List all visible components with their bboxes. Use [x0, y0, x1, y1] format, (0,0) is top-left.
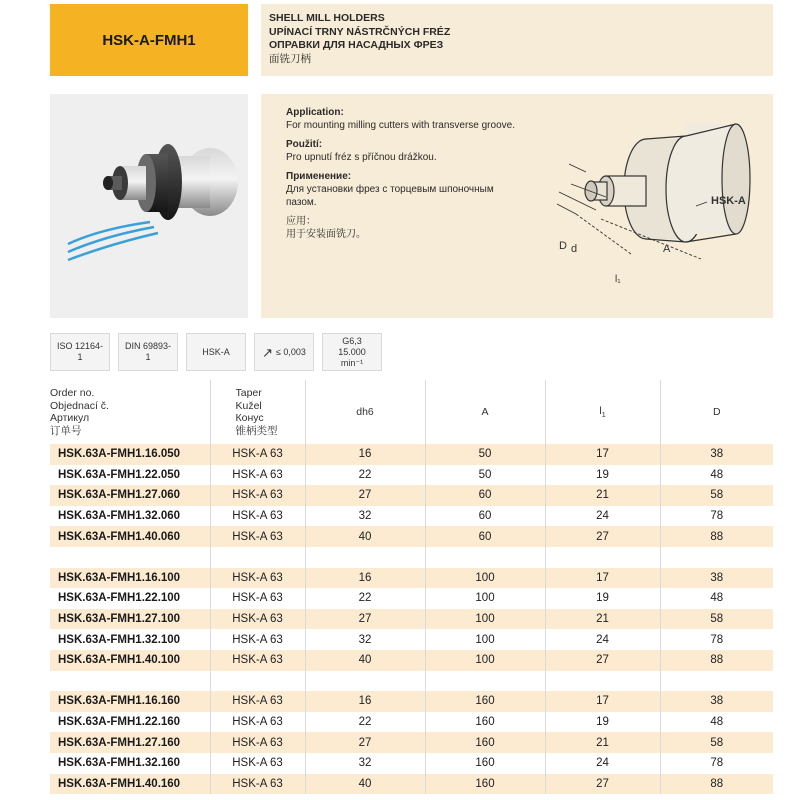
cell-dh6: 40	[305, 526, 425, 547]
table-row	[50, 465, 773, 486]
cell-dh6: 32	[305, 506, 425, 527]
header-order-cn: 订单号	[50, 424, 82, 437]
application-text-cn: 用于安装面铣刀。	[286, 229, 366, 240]
cell-A: 160	[425, 774, 545, 795]
cell-A: 100	[425, 609, 545, 630]
table-row	[50, 753, 773, 774]
cell-l1: 27	[545, 526, 660, 547]
cell-l1: 21	[545, 732, 660, 753]
cell-D: 38	[660, 568, 773, 589]
cell-order-no: HSK.63A-FMH1.16.160	[50, 691, 210, 712]
cell-dh6: 16	[305, 568, 425, 589]
cell-taper: HSK-A 63	[210, 629, 305, 650]
cell-A: 60	[425, 485, 545, 506]
cell-l1: 19	[545, 465, 660, 486]
cell-A: 60	[425, 526, 545, 547]
cell-order-no: HSK.63A-FMH1.27.100	[50, 609, 210, 630]
cell-order-no: HSK.63A-FMH1.22.050	[50, 465, 210, 486]
table-row	[50, 691, 773, 712]
cell-dh6: 22	[305, 712, 425, 733]
cell-dh6: 16	[305, 444, 425, 465]
header-order-en: Order no.	[50, 387, 95, 399]
cell-l1: 24	[545, 753, 660, 774]
cell-A: 100	[425, 629, 545, 650]
header-taper-ru: Конус	[235, 412, 264, 424]
header-taper	[210, 380, 305, 444]
cell-dh6: 32	[305, 753, 425, 774]
application-text-en: For mounting milling cutters with transverse groove.	[286, 120, 515, 131]
table-row	[50, 629, 773, 650]
cell-A: 160	[425, 753, 545, 774]
cell-D: 58	[660, 609, 773, 630]
cell-dh6: 16	[305, 691, 425, 712]
cell-l1: 21	[545, 609, 660, 630]
cell-order-no: HSK.63A-FMH1.16.050	[50, 444, 210, 465]
product-code-title: HSK-A-FMH1	[50, 4, 248, 76]
cell-D: 58	[660, 485, 773, 506]
cell-D: 88	[660, 774, 773, 795]
table-row	[50, 485, 773, 506]
header-D: D	[660, 380, 773, 444]
standards-badge-row	[50, 333, 382, 371]
title-line-ru: ОПРАВКИ ДЛЯ НАСАДНЫХ ФРЕЗ	[269, 39, 444, 51]
table-row	[50, 588, 773, 609]
cell-l1: 17	[545, 568, 660, 589]
cell-dh6: 27	[305, 485, 425, 506]
cell-A: 50	[425, 465, 545, 486]
cell-A: 160	[425, 712, 545, 733]
cell-order-no: HSK.63A-FMH1.40.060	[50, 526, 210, 547]
cell-order-no: HSK.63A-FMH1.16.100	[50, 568, 210, 589]
table-row	[50, 732, 773, 753]
cell-taper: HSK-A 63	[210, 650, 305, 671]
cell-taper: HSK-A 63	[210, 444, 305, 465]
cell-dh6: 27	[305, 609, 425, 630]
cell-D: 48	[660, 712, 773, 733]
cell-dh6: 32	[305, 629, 425, 650]
header-taper-en: Taper	[235, 387, 262, 399]
table-row	[50, 526, 773, 547]
header-taper-cz: Kužel	[235, 399, 262, 412]
cell-order-no: HSK.63A-FMH1.32.100	[50, 629, 210, 650]
cell-A: 160	[425, 732, 545, 753]
spec-table-body	[50, 444, 773, 794]
cell-l1: 19	[545, 712, 660, 733]
badge-balance-grade: G6,3	[342, 335, 362, 346]
cell-A: 160	[425, 691, 545, 712]
cell-taper: HSK-A 63	[210, 506, 305, 527]
cell-l1: 19	[545, 588, 660, 609]
title-line-cn: 面铣刀柄	[269, 52, 311, 65]
cell-order-no: HSK.63A-FMH1.32.060	[50, 506, 210, 527]
product-name-panel	[261, 4, 773, 76]
cell-D: 88	[660, 526, 773, 547]
cell-D: 78	[660, 753, 773, 774]
cell-D: 58	[660, 732, 773, 753]
cell-taper: HSK-A 63	[210, 465, 305, 486]
table-row	[50, 444, 773, 465]
dimension-diagram	[511, 94, 773, 318]
diagram-hsk-label: HSK-A	[711, 195, 746, 207]
cell-order-no: HSK.63A-FMH1.22.160	[50, 712, 210, 733]
badge-runout-value: ≤ 0,003	[275, 346, 306, 357]
spec-table	[50, 380, 773, 794]
cell-l1: 24	[545, 629, 660, 650]
cell-order-no: HSK.63A-FMH1.40.160	[50, 774, 210, 795]
cell-order-no: HSK.63A-FMH1.32.160	[50, 753, 210, 774]
header-order-ru: Артикул	[50, 412, 90, 424]
cell-taper: HSK-A 63	[210, 485, 305, 506]
group-spacer	[50, 547, 773, 568]
spec-table-header	[50, 380, 773, 444]
cell-D: 38	[660, 444, 773, 465]
badge-iso: ISO 12164-1	[50, 333, 110, 371]
title-line-cz: UPÍNACÍ TRNY NÁSTRČNÝCH FRÉZ	[269, 25, 451, 38]
application-text-cz: Pro upnutí fréz s příčnou drážkou.	[286, 152, 437, 163]
cell-l1: 17	[545, 444, 660, 465]
cell-l1: 21	[545, 485, 660, 506]
cell-taper: HSK-A 63	[210, 691, 305, 712]
cell-order-no: HSK.63A-FMH1.27.160	[50, 732, 210, 753]
cell-D: 78	[660, 629, 773, 650]
cell-dh6: 40	[305, 650, 425, 671]
header-l1-letter: l	[599, 404, 602, 417]
header-l1	[545, 380, 660, 444]
cell-A: 100	[425, 588, 545, 609]
table-row	[50, 712, 773, 733]
header-order-cz: Objednací č.	[50, 399, 109, 412]
badge-runout	[254, 333, 314, 371]
application-text-ru: Для установки фрез с торцевым шпоночным пазом.	[286, 184, 494, 208]
table-row	[50, 609, 773, 630]
application-heading-en: Application:	[286, 107, 344, 118]
cell-A: 100	[425, 568, 545, 589]
cell-taper: HSK-A 63	[210, 774, 305, 795]
badge-hsk: HSK-A	[186, 333, 246, 371]
dimension-label-l1: l₁	[615, 274, 621, 285]
cell-l1: 17	[545, 691, 660, 712]
application-heading-cz: Použití:	[286, 139, 323, 150]
cell-A: 50	[425, 444, 545, 465]
cell-taper: HSK-A 63	[210, 609, 305, 630]
cell-l1: 24	[545, 506, 660, 527]
runout-arrow-icon: ↗	[262, 344, 273, 360]
application-heading-ru: Применение:	[286, 171, 352, 182]
table-row	[50, 568, 773, 589]
dimension-label-A: A	[663, 243, 671, 255]
cell-order-no: HSK.63A-FMH1.27.060	[50, 485, 210, 506]
cell-D: 88	[660, 650, 773, 671]
product-photo	[50, 94, 248, 318]
title-line-en: SHELL MILL HOLDERS	[269, 12, 385, 24]
dimension-label-d: d	[571, 243, 578, 255]
cell-D: 38	[660, 691, 773, 712]
header-order-no	[50, 380, 210, 444]
cell-A: 100	[425, 650, 545, 671]
table-row	[50, 506, 773, 527]
application-panel	[261, 94, 773, 318]
cell-l1: 27	[545, 650, 660, 671]
cell-dh6: 27	[305, 732, 425, 753]
cell-D: 78	[660, 506, 773, 527]
dimension-label-D: D	[559, 240, 567, 252]
badge-balance	[322, 333, 382, 371]
badge-din: DIN 69893-1	[118, 333, 178, 371]
cell-taper: HSK-A 63	[210, 732, 305, 753]
cell-taper: HSK-A 63	[210, 526, 305, 547]
cell-order-no: HSK.63A-FMH1.22.100	[50, 588, 210, 609]
cell-dh6: 22	[305, 465, 425, 486]
application-text	[286, 106, 526, 241]
cell-D: 48	[660, 588, 773, 609]
badge-balance-speed: 15.000 min⁻¹	[338, 346, 366, 368]
cell-dh6: 22	[305, 588, 425, 609]
table-row	[50, 774, 773, 795]
holder-photo-illustration	[50, 94, 248, 318]
cell-l1: 27	[545, 774, 660, 795]
group-spacer	[50, 671, 773, 692]
header-taper-cn: 锥柄类型	[235, 424, 278, 437]
cell-dh6: 40	[305, 774, 425, 795]
cell-A: 60	[425, 506, 545, 527]
table-row	[50, 650, 773, 671]
cell-order-no: HSK.63A-FMH1.40.100	[50, 650, 210, 671]
header-l1-sub: 1	[601, 412, 606, 420]
cell-taper: HSK-A 63	[210, 753, 305, 774]
cell-D: 48	[660, 465, 773, 486]
cell-taper: HSK-A 63	[210, 712, 305, 733]
header-dh6: dh6	[305, 380, 425, 444]
header-A: A	[425, 380, 545, 444]
cell-taper: HSK-A 63	[210, 588, 305, 609]
cell-taper: HSK-A 63	[210, 568, 305, 589]
application-heading-cn: 应用：	[286, 216, 316, 227]
